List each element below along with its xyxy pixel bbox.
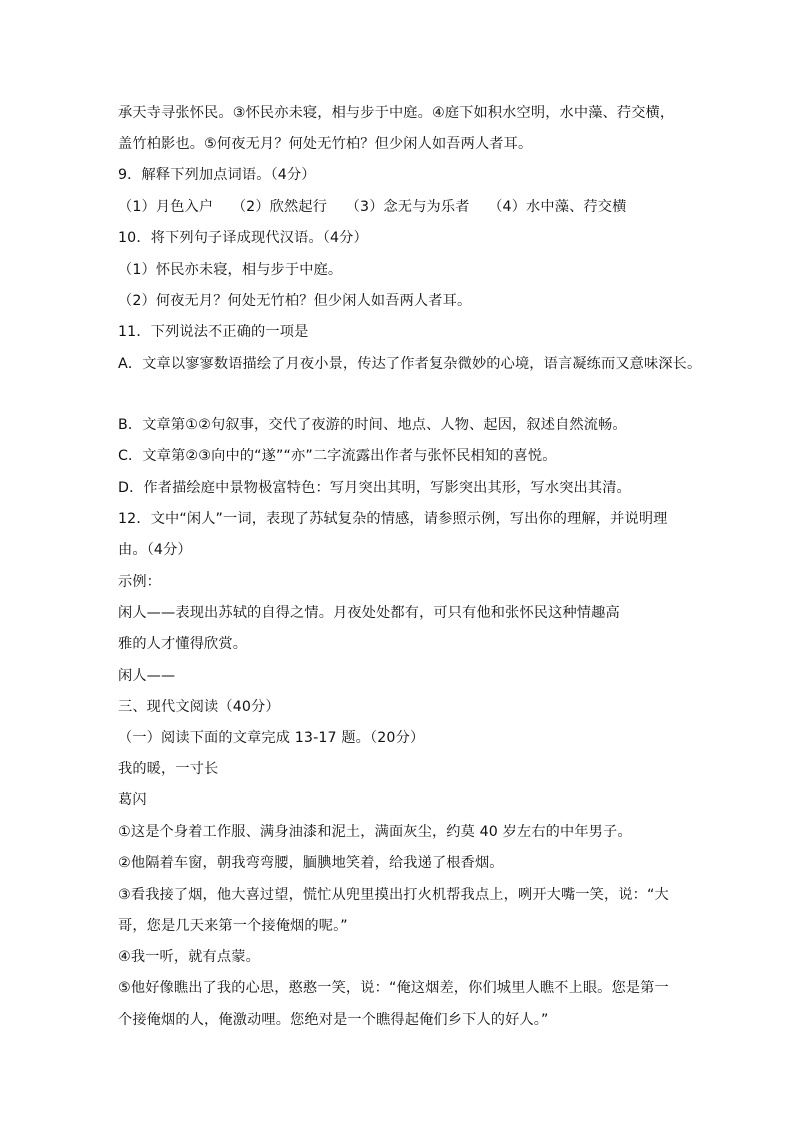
question-11-title: 11．下列说法不正确的一项是 xyxy=(118,324,309,340)
paragraph-3-line-2: 哥，您是几天来第一个接俺烟的呢。” xyxy=(118,918,348,934)
section-3-heading: 三、现代文阅读（40分） xyxy=(118,699,280,715)
question-12-title-line-2: 由。（4分） xyxy=(118,542,192,558)
question-12-title-line-1: 12．文中“闲人”一词，表现了苏轼复杂的情感，请参照示例，写出你的理解，并说明理 xyxy=(118,511,668,527)
question-11-option-b: B．文章第①②句叙事，交代了夜游的时间、地点、人物、起因，叙述自然流畅。 xyxy=(118,417,627,433)
example-label: 示例： xyxy=(118,574,162,590)
question-9-title: 9．解释下列加点词语。（4分） xyxy=(118,167,316,183)
answer-stub: 闲人—— xyxy=(118,668,176,684)
question-11-option-d: D．作者描绘庭中景物极富特色：写月突出其明，写影突出其形，写水突出其清。 xyxy=(118,480,631,496)
paragraph-1: ①这是个身着工作服、满身油漆和泥土，满面灰尘，约莫 40 岁左右的中年男子。 xyxy=(118,824,632,840)
example-line-1: 闲人——表现出苏轼的自得之情。月夜处处都有，可只有他和张怀民这种情趣高 xyxy=(118,605,620,621)
paragraph-2: ②他隔着车窗，朝我弯弯腰，腼腆地笑着，给我递了根香烟。 xyxy=(118,855,504,871)
question-9-items: （1）月色入户 （2）欣然起行 （3）念无与为乐者 （4）水中藻、荇交横 xyxy=(118,199,627,215)
part-1-heading: （一）阅读下面的文章完成 13-17 题。（20分） xyxy=(118,730,425,746)
paragraph-3-line-1: ③看我接了烟，他大喜过望，慌忙从兜里摸出打火机帮我点上，咧开大嘴一笑，说：“大 xyxy=(118,887,669,903)
question-10-title: 10．将下列句子译成现代汉语。（4分） xyxy=(118,230,368,246)
paragraph-5-line-1: ⑤他好像瞧出了我的心思，憨憨一笑，说：“俺这烟差，你们城里人瞧不上眼。您是第一 xyxy=(118,980,669,996)
paragraph-4: ④我一听，就有点蒙。 xyxy=(118,949,260,965)
article-title: 我的暖，一寸长 xyxy=(118,761,219,777)
passage-line-2: 盖竹柏影也。⑤何夜无月？何处无竹柏？但少闲人如吾两人者耳。 xyxy=(118,136,533,152)
passage-line-1: 承天寺寻张怀民。③怀民亦未寝，相与步于中庭。④庭下如积水空明，水中藻、荇交横， xyxy=(118,105,675,121)
question-11-option-c: C．文章第②③向中的“遂”“亦”二字流露出作者与张怀民相知的喜悦。 xyxy=(118,448,557,464)
paragraph-5-line-2: 个接俺烟的人，俺激动哩。您绝对是一个瞧得起俺们乡下人的好人。” xyxy=(118,1012,549,1028)
article-author: 葛闪 xyxy=(118,792,147,808)
question-10-sentence-1: （1）怀民亦未寝，相与步于中庭。 xyxy=(118,262,343,278)
question-11-option-a: A．文章以寥寥数语描绘了月夜小景，传达了作者复杂微妙的心境，语言凝练而又意味深长。 xyxy=(118,356,702,372)
example-line-2: 雅的人才懂得欣赏。 xyxy=(118,636,248,652)
question-10-sentence-2: （2）何夜无月？何处无竹柏？但少闲人如吾两人者耳。 xyxy=(118,293,472,309)
